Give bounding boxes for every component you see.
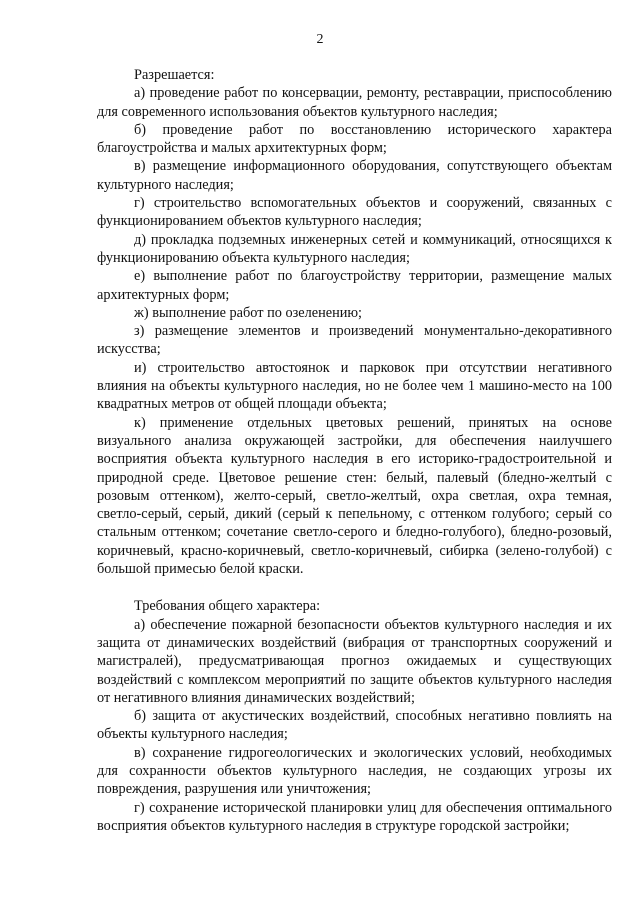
document-body <box>97 66 612 835</box>
requirement-item-v: в) сохранение гидрогеологических и экологических условий, необходимых для сохранности объектов культурного наследия, не создающих угрозы их повреждения, разрушения или уничтожения; <box>97 744 612 798</box>
requirement-item-g: г) сохранение исторической планировки улиц для обеспечения оптимального восприятия объектов культурного наследия в структуре городской застройки; <box>97 799 612 834</box>
section-heading-general-requirements: Требования общего характера: <box>134 598 321 615</box>
section-heading-permitted: Разрешается: <box>134 67 215 83</box>
permitted-item-a: а) проведение работ по консервации, ремонту, реставрации, приспособлению для современного использования объектов культурного наследия; <box>97 85 612 120</box>
permitted-item-v: в) размещение информационного оборудования, сопутствующего объектам культурного наследия; <box>97 158 612 193</box>
permitted-item-d: д) прокладка подземных инженерных сетей и коммуникаций, относящихся к функционированию объекта культурного наследия; <box>97 231 612 266</box>
permitted-item-g: г) строительство вспомогательных объектов и сооружений, связанных с функционированием объектов культурного наследия; <box>97 195 612 230</box>
permitted-item-i: и) строительство автостоянок и парковок при отсутствии негативного влияния на объекты культурного наследия, но не более чем 1 машино-место на 100 квадратных метров от общей площади объекта; <box>97 359 612 413</box>
permitted-item-z: з) размещение элементов и произведений монументально-декоративного искусства; <box>97 323 612 358</box>
permitted-item-zh: ж) выполнение работ по озеленению; <box>134 304 363 321</box>
permitted-item-e: е) выполнение работ по благоустройству территории, размещение малых архитектурных форм; <box>97 268 612 303</box>
requirement-item-a: а) обеспечение пожарной безопасности объектов культурного наследия и их защита от динамических воздействий (вибрация от транспортных сооружений и магистралей), предусматривающая прогноз ожидаемых и существующих воздействий с комплексом мероприятий по защите объектов культурного наследия от негативного влияния динамических воздействий; <box>97 616 612 706</box>
permitted-item-b: б) проведение работ по восстановлению исторического характера благоустройства и малых архитектурных форм; <box>97 121 612 157</box>
page-number: 2 <box>316 32 324 47</box>
section-gap <box>97 578 612 597</box>
requirement-item-b: б) защита от акустических воздействий, способных негативно повлиять на объекты культурного наследия; <box>97 708 612 743</box>
permitted-item-k: к) применение отдельных цветовых решений, принятых на основе визуального анализа окружающей застройки, для обеспечения наилучшего восприятия объекта культурного наследия в его историко-градостроительной и природной среде. Цветовое решение стен: белый, палевый (бледно-желтый с розовым оттенком), желто-серый, светло-желтый, охра светлая, охра темная, светло-серый, серый, дикий (серый к пепельному, с оттенком голубого; серый со стальным оттенком; сочетание светло-серого и бледно-голубого), бледно-розовый, коричневый, красно-коричневый, светло-коричневый, сибирка (зелено-голубой) с большой примесью белой краски. <box>97 414 612 578</box>
